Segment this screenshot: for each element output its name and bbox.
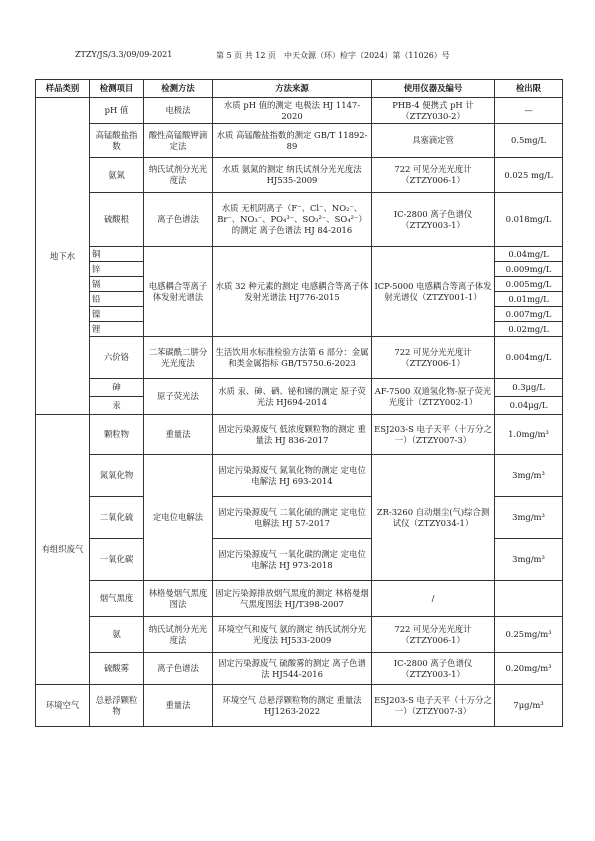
table-row	[36, 124, 563, 158]
limit-cell: 0.004mg/L	[495, 337, 563, 379]
item-cell: 颗粒物	[90, 415, 144, 455]
limit-cell: 0.25mg/m³	[495, 617, 563, 653]
table-row	[36, 653, 563, 685]
instrument-cell: /	[372, 581, 495, 617]
item-cell: 镍	[90, 307, 144, 322]
item-cell: 高锰酸盐指数	[90, 124, 144, 158]
source-cell: 固定污染源废气 二氧化硫的测定 定电位电解法 HJ 57-2017	[213, 497, 372, 539]
source-cell: 固定污染源废气 低浓度颗粒物的测定 重量法 HJ 836-2017	[213, 415, 372, 455]
column-header: 样品类别	[36, 80, 90, 98]
table-row	[36, 415, 563, 455]
limit-cell: 0.025 mg/L	[495, 158, 563, 193]
item-cell: 六价铬	[90, 337, 144, 379]
method-cell: 重量法	[144, 415, 213, 455]
instrument-cell: IC-2800 离子色谱仪（ZTZY003-1）	[372, 653, 495, 685]
method-cell: 二苯碳酰二肼分光光度法	[144, 337, 213, 379]
limit-cell: 0.018mg/L	[495, 193, 563, 247]
item-cell: 锂	[90, 322, 144, 337]
method-cell: 林格曼烟气黑度图法	[144, 581, 213, 617]
item-cell: 硫酸雾	[90, 653, 144, 685]
table-row	[36, 617, 563, 653]
method-cell: 纳氏试剂分光光度法	[144, 158, 213, 193]
category-cell: 地下水	[36, 98, 90, 415]
limit-cell: 0.02mg/L	[495, 322, 563, 337]
column-header: 方法来源	[213, 80, 372, 98]
detection-methods-table	[35, 79, 563, 727]
item-cell: 总悬浮颗粒物	[90, 685, 144, 727]
column-header: 检测项目	[90, 80, 144, 98]
table-row	[36, 337, 563, 379]
instrument-cell: 722 可见分光光度计（ZTZY006-1）	[372, 617, 495, 653]
source-cell: 水质 32 种元素的测定 电感耦合等离子体发射光谱法 HJ776-2015	[213, 247, 372, 337]
limit-cell: 1.0mg/m³	[495, 415, 563, 455]
instrument-cell: 具塞滴定管	[372, 124, 495, 158]
item-cell: 汞	[90, 397, 144, 415]
source-cell: 固定污染源废气 一氧化碳的测定 定电位电解法 HJ 973-2018	[213, 539, 372, 581]
instrument-cell: 722 可见分光光度计（ZTZY006-1）	[372, 337, 495, 379]
method-cell: 重量法	[144, 685, 213, 727]
item-cell: 铜	[90, 247, 144, 262]
item-cell: 二氧化硫	[90, 497, 144, 539]
item-cell: 烟气黑度	[90, 581, 144, 617]
source-cell: 环境空气 总悬浮颗粒物的测定 重量法 HJ1263-2022	[213, 685, 372, 727]
column-header: 检出限	[495, 80, 563, 98]
limit-cell: 0.5mg/L	[495, 124, 563, 158]
limit-cell: 3mg/m³	[495, 455, 563, 497]
page-info: 第 5 页 共 12 页 中天众源（环）检字（2024）第（11026）号	[216, 51, 450, 60]
limit-cell: 7μg/m³	[495, 685, 563, 727]
limit-cell: 3mg/m³	[495, 539, 563, 581]
instrument-cell: ICP-5000 电感耦合等离子体发射光谱仪（ZTZY001-1）	[372, 247, 495, 337]
source-cell: 水质 无机阴离子（F⁻、Cl⁻、NO₂⁻、Br⁻、NO₃⁻、PO₄³⁻、SO₃²⁻、SO₄²⁻）的测定 离子色谱法 HJ 84-2016	[213, 193, 372, 247]
item-cell: 氨氮	[90, 158, 144, 193]
method-cell: 电感耦合等离子体发射光谱法	[144, 247, 213, 337]
method-cell: 离子色谱法	[144, 653, 213, 685]
method-cell: 离子色谱法	[144, 193, 213, 247]
item-cell: 镉	[90, 277, 144, 292]
table-row	[36, 247, 563, 262]
source-cell: 水质 高锰酸盐指数的测定 GB/T 11892-89	[213, 124, 372, 158]
limit-cell: 0.01mg/L	[495, 292, 563, 307]
limit-cell: 0.005mg/L	[495, 277, 563, 292]
limit-cell: 3mg/m³	[495, 497, 563, 539]
limit-cell: 0.20mg/m³	[495, 653, 563, 685]
instrument-cell: 722 可见分光光度计（ZTZY006-1）	[372, 158, 495, 193]
limit-cell	[495, 581, 563, 617]
item-cell: 一氧化碳	[90, 539, 144, 581]
category-cell: 有组织废气	[36, 415, 90, 685]
limit-cell: 0.3μg/L	[495, 379, 563, 397]
method-cell: 定电位电解法	[144, 455, 213, 581]
table-row	[36, 581, 563, 617]
source-cell: 水质 pH 值的测定 电极法 HJ 1147-2020	[213, 98, 372, 124]
column-header: 使用仪器及编号	[372, 80, 495, 98]
item-cell: 锌	[90, 262, 144, 277]
instrument-cell: ZR-3260 自动烟尘(气)综合测试仪（ZTZY034-1）	[372, 455, 495, 581]
source-cell: 水质 汞、砷、硒、铋和锑的测定 原子荧光法 HJ694-2014	[213, 379, 372, 415]
table-row	[36, 379, 563, 397]
method-cell: 电极法	[144, 98, 213, 124]
source-cell: 固定污染源排放烟气黑度的测定 林格曼烟气黑度图法 HJ/T398-2007	[213, 581, 372, 617]
item-cell: 砷	[90, 379, 144, 397]
table-row	[36, 98, 563, 124]
limit-cell: 0.009mg/L	[495, 262, 563, 277]
method-cell: 纳氏试剂分光光度法	[144, 617, 213, 653]
instrument-cell: AF-7500 双道氢化物-原子荧光光度计（ZTZY002-1）	[372, 379, 495, 415]
table-header-row	[36, 80, 563, 98]
source-cell: 环境空气和废气 氨的测定 纳氏试剂分光光度法 HJ533-2009	[213, 617, 372, 653]
instrument-cell: ESJ203-S 电子天平（十万分之一）（ZTZY007-3）	[372, 415, 495, 455]
column-header: 检测方法	[144, 80, 213, 98]
method-cell: 酸性高锰酸钾滴定法	[144, 124, 213, 158]
table-row	[36, 193, 563, 247]
item-cell: pH 值	[90, 98, 144, 124]
limit-cell: 0.04mg/L	[495, 247, 563, 262]
category-cell: 环境空气	[36, 685, 90, 727]
method-cell: 原子荧光法	[144, 379, 213, 415]
document-code: ZTZY/JS/3.3/09/09-2021	[75, 50, 173, 59]
table-row	[36, 455, 563, 497]
item-cell: 硫酸根	[90, 193, 144, 247]
source-cell: 水质 氨氮的测定 纳氏试剂分光光度法 HJ535-2009	[213, 158, 372, 193]
instrument-cell: IC-2800 离子色谱仪（ZTZY003-1）	[372, 193, 495, 247]
item-cell: 氨	[90, 617, 144, 653]
instrument-cell: ESJ203-S 电子天平（十万分之一）（ZTZY007-3）	[372, 685, 495, 727]
source-cell: 固定污染源废气 氮氧化物的测定 定电位电解法 HJ 693-2014	[213, 455, 372, 497]
instrument-cell: PHB-4 便携式 pH 计（ZTZY030-2）	[372, 98, 495, 124]
table-row	[36, 158, 563, 193]
table-row	[36, 685, 563, 727]
item-cell: 氮氧化物	[90, 455, 144, 497]
limit-cell: 0.04μg/L	[495, 397, 563, 415]
limit-cell: —	[495, 98, 563, 124]
source-cell: 固定污染源废气 硫酸雾的测定 离子色谱法 HJ544-2016	[213, 653, 372, 685]
source-cell: 生活饮用水标准检验方法第 6 部分：金属和类金属指标 GB/T5750.6-2023	[213, 337, 372, 379]
item-cell: 铅	[90, 292, 144, 307]
limit-cell: 0.007mg/L	[495, 307, 563, 322]
